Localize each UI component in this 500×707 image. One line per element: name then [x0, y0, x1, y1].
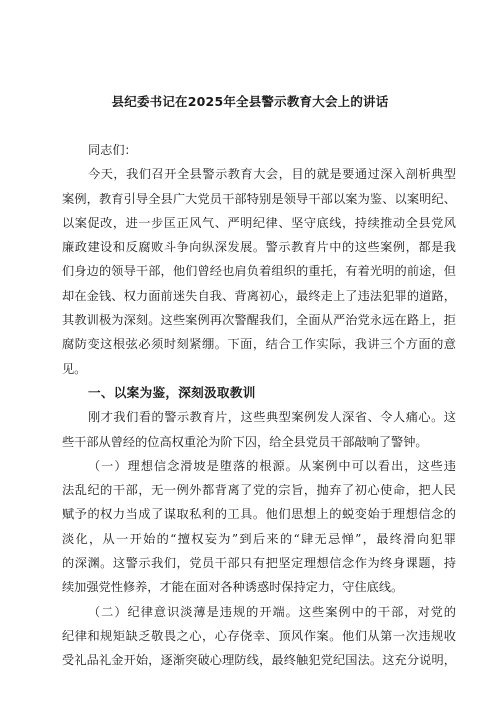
text-line: 纪律和规矩缺乏敬畏之心，心存侥幸、顶风作案。他们从第一次违规收	[62, 628, 456, 643]
text-line: 刚才我们看的警示教育片，这些典型案例发人深省、令人痛心。这	[88, 410, 456, 425]
text-line: 案例，教育引导全县广大党员干部特别是领导干部以案为鉴、以案明纪、	[62, 191, 456, 206]
text-line: （一）理想信念滑坡是堕落的根源。从案例中可以看出，这些违	[88, 458, 456, 473]
text-line: 腐防变这根弦必须时刻紧绷。下面，结合工作实际，我讲三个方面的意	[62, 337, 456, 352]
document-body	[62, 138, 456, 673]
text-line: 续加强党性修养，才能在面对各种诱惑时保持定力，守住底线。	[62, 580, 404, 595]
paragraph-lines	[62, 162, 456, 672]
text-line: 其教训极为深刻。这些案例再次警醒我们，全面从严治党永远在路上，拒	[62, 313, 456, 328]
text-line: 今天，我们召开全县警示教育大会，目的就是要通过深入剖析典型	[88, 167, 456, 182]
section-heading: 一、以案为鉴，深刻汲取教训	[88, 384, 256, 400]
document-title: 县纪委书记在2025年全县警示教育大会上的讲话	[111, 94, 389, 109]
salutation: 同志们：	[88, 143, 137, 157]
text-line: 法乱纪的干部，无一例外都背离了党的宗旨，抛弃了初心使命，把人民	[62, 483, 456, 498]
text-line: 淡化，从一开始的“擅权妄为”到后来的“肆无忌惮”，最终滑向犯罪	[62, 531, 456, 546]
text-line: 些干部从曾经的位高权重沦为阶下囚，给全县党员干部敲响了警钟。	[62, 434, 428, 449]
text-line: 廉政建设和反腐败斗争向纵深发展。警示教育片中的这些案例，都是我	[62, 240, 456, 255]
text-line: 的深渊。这警示我们，党员干部只有把坚定理想信念作为终身课题，持	[62, 556, 456, 571]
text-line: （二）纪律意识淡薄是违规的开端。这些案例中的干部，对党的	[88, 604, 456, 619]
text-line: 赋予的权力当成了谋取私利的工具。他们思想上的蜕变始于理想信念的	[62, 507, 456, 522]
text-line: 见。	[62, 361, 87, 376]
text-line: 却在金钱、权力面前迷失自我、背离初心，最终走上了违法犯罪的道路，	[62, 288, 456, 303]
text-line: 以案促改，进一步匡正风气、严明纪律、坚守底线，持续推动全县党风	[62, 215, 456, 230]
text-line: 们身边的领导干部，他们曾经也肩负着组织的重托，有着光明的前途，但	[62, 264, 456, 279]
text-line: 受礼品礼金开始，逐渐突破心理防线，最终触犯党纪国法。这充分说明，	[62, 653, 456, 668]
